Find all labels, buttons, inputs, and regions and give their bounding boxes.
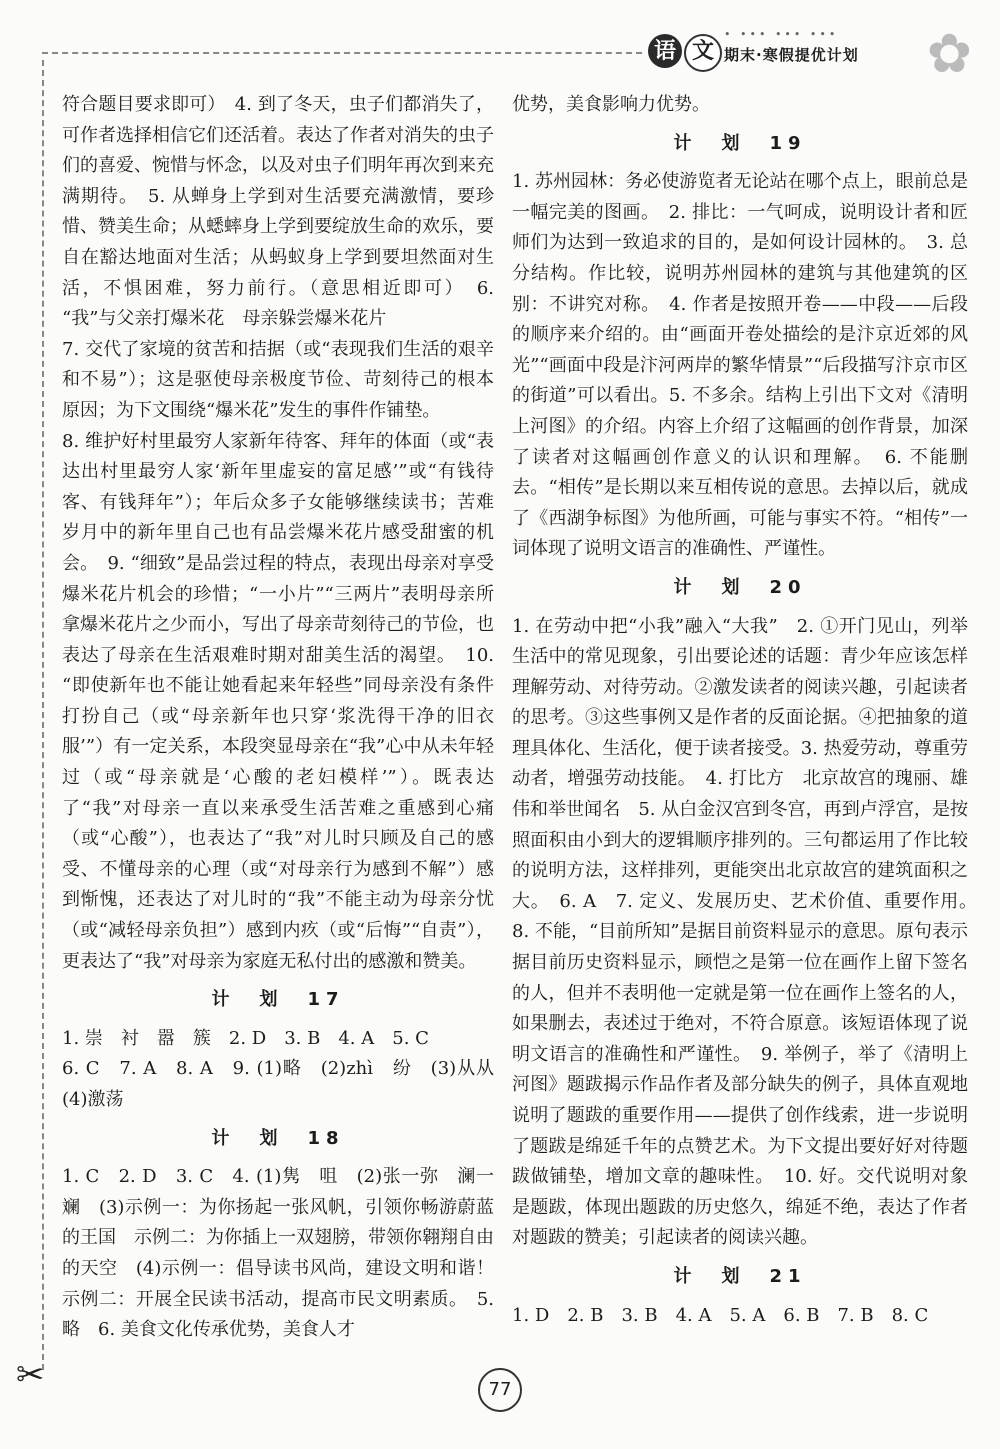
- decorative-dots-icon: • ••• ••• •••: [724, 28, 839, 41]
- paragraph: 7. 交代了家境的贫苦和拮据（或“表现我们生活的艰辛和不易”）；这是驱使母亲极度节俭、苛刻待己的根本原因；为下文围绕“爆米花”发生的事件作铺垫。: [62, 338, 494, 421]
- plan-17-line: 6. C 7. A 8. A 9. (1)略 (2)zhì 纷 (3)从从 (4)激荡: [62, 1058, 512, 1110]
- right-column: [512, 90, 986, 1331]
- page-header: [640, 22, 980, 85]
- plan-20-text: 1. 在劳动中把“小我”融入“大我” 2. ①开门见山，列举生活中的常见现象，引出要论述的话题：青少年应该怎样理解劳动、对待劳动。②激发读者的阅读兴趣，引起读者的思考。③这些事例又是作者的反面论据。④把抽象的道理具体化、生活化，便于读者接受。3. 热爱劳动，尊重劳动者，增强劳动技能。 4. 打比方 北京故宫的瑰丽、雄伟和举世闻名 5. 从白金汉宫到冬宫，再到卢浮宫，是按照面积由小到大的逻辑顺序排列的。三句都运用了作比较的说明方法，这样排列，更能突出北京故宫的建筑面积之大。 6. A 7. 定义、发展历史、艺术价值、重要作用。 8. 不能，“目前所知”是据目前资料显示的意思。原句表示据目前历史资料显示，顾恺之是第一位在画作上留下签名的人，但并不表明他一定就是第一位在画作上签名的人，如果删去，表述过于绝对，不符合原意。该短语体现了说明文语言的准确性和严谨性。 9. 举例子，举了《清明上河图》题跋揭示作品作者及部分缺失的例子，具体直观地说明了题跋的重要作用——提供了创作线索，进一步说明了题跋是绵延千年的点赞艺术。为下文提出要好好对待题跋做铺垫，增加文章的趣味性。 10. 好。交代说明对象是题跋，体现出题跋的历史悠久，绵延不绝，表达了作者对题跋的赞美；引起读者的阅读兴趣。: [512, 615, 986, 1249]
- left-column: [62, 90, 512, 1346]
- scissors-icon: ✂: [16, 1355, 45, 1395]
- plan-17-heading: 计 划 17: [211, 989, 345, 1011]
- subject-char-2: 文: [684, 34, 722, 72]
- plan-21-text: 1. D 2. B 3. B 4. A 5. A 6. B 7. B 8. C: [512, 1304, 929, 1326]
- plan-17-line: 1. 崇 衬 嚣 簇 2. D 3. B 4. A 5. C: [62, 1027, 429, 1049]
- plan-19-text: 1. 苏州园林：务必使游览者无论站在哪个点上，眼前总是一幅完美的图画。 2. 排比：一气呵成，说明设计者和匠师们为达到一致追求的目的，是如何设计园林的。 3. 总分结构。作比较，说明苏州园林的建筑与其他建筑的区别：不讲究对称。 4. 作者是按照开卷——中段——后段的顺序来介绍的。由“画面开卷处描绘的是汴京近郊的风光”“画面中段是汴河两岸的繁华情景”“后段描写汴京市区的街道”可以看出。5. 不多余。结构上引出下文对《清明上河图》的介绍。内容上介绍了这幅画的创作背景，加深了读者对这幅画创作意义的认识和理解。 6. 不能删去。“相传”是长期以来互相传说的意思。去掉以后，就成了《西湖争标图》为他所画，可能与事实不符。“相传”一词体现了说明文语言的准确性、严谨性。: [512, 171, 968, 560]
- plan-21-heading: 计 划 21: [673, 1265, 807, 1287]
- cut-line-top: [42, 52, 642, 54]
- paragraph: 符合题目要求即可） 4. 到了冬天，虫子们都消失了，可作者选择相信它们还活着。表达了作者对消失的虫子们的喜爱、惋惜与怀念，以及对虫子们明年再次到来充满期待。 5. 从蝉身上学到对生活要充满激情，要珍惜、赞美生命；从蟋蟀身上学到要绽放生命的欢乐，要自在豁达地面对生活；从蚂蚁身上学到要坦然面对生活，不惧困难，努力前行。（意思相近即可） 6. “我”与父亲打爆米花 母亲躲尝爆米花片: [62, 94, 494, 330]
- page-number: 77: [478, 1368, 522, 1412]
- subject-badge: [648, 34, 724, 72]
- paragraph: 优势，美食影响力优势。: [512, 94, 710, 115]
- subject-char-1: 语: [648, 34, 682, 68]
- plan-20-heading: 计 划 20: [673, 576, 807, 598]
- paragraph: 8. 维护好村里最穷人家新年待客、拜年的体面（或“表达出村里最穷人家‘新年里虚妄的富足感’”或“有钱待客、有钱拜年”）；年后众多子女能够继续读书；苦难岁月中的新年里自己也有品尝爆米花片感受甜蜜的机会。 9. “细致”是品尝过程的特点，表现出母亲对享受爆米花片机会的珍惜；“一小片”“三两片”表明母亲所拿爆米花片之少而小，写出了母亲苛刻待己的节俭，也表达了母亲在生活艰难时期对甜美生活的渴望。 10. “即使新年也不能让她看起来年轻些”同母亲没有条件打扮自己（或“母亲新年也只穿‘浆洗得干净的旧衣服’”）有一定关系，本段突显母亲在“我”心中从未年轻过（或“母亲就是‘心酸的老妇模样’”）。既表达了“我”对母亲一直以来承受生活苦难之重感到心痛（或“心酸”），也表达了“我”对儿时只顾及自己的感受、不懂母亲的心理（或“对母亲行为感到不解”）感到惭愧，还表达了对儿时的“我”不能主动为母亲分忧（或“减轻母亲负担”）感到内疚（或“后悔”“自责”），更表达了“我”对母亲为家庭无私付出的感激和赞美。: [62, 430, 494, 972]
- flower-icon: ✿: [926, 22, 972, 85]
- plan-18-heading: 计 划 18: [211, 1127, 345, 1149]
- cut-line-left: [42, 60, 46, 1370]
- plan-18-text: 1. C 2. D 3. C 4. (1)隽 咀 (2)张一弥 澜一斓 (3)示例一：为你扬起一张风帆，引领你畅游蔚蓝的王国 示例二：为你插上一双翅膀，带领你翱翔自由的天空 (4)示例一：倡导读书风尚，建设文明和谐！ 示例二：开展全民读书活动，提高市民文明素质。 5. 略 6. 美食文化传承优势，美食人才: [62, 1166, 512, 1341]
- plan-19-heading: 计 划 19: [673, 132, 807, 154]
- series-title: 期末·寒假提优计划: [724, 46, 859, 64]
